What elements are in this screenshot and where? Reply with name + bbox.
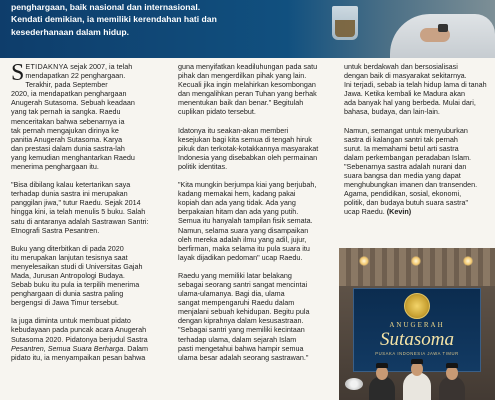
person-head (411, 362, 423, 376)
banner-photo (320, 0, 495, 58)
peci-cap (376, 363, 388, 368)
drop-cap: S (11, 60, 25, 86)
drink-glass-image (332, 6, 358, 40)
award-event-photo (339, 248, 495, 400)
paragraph: "Bisa dibilang kalau ketertarikan saya terhadap dunia sastra ini merupakan panggilan jiwa," tutur Raedu. Sejak 2014 hingga kini, ia telah menulis 5 buku. Salah satu di antaranya adalah Sastrawan Santri: Etnografi Sastra Pesantren. (11, 180, 149, 235)
lead-word: ETIDAKNYA (25, 62, 69, 71)
author-credit: (Kevin) (386, 207, 412, 217)
paragraph: untuk berdakwah dan bersosialisasi dengan baik di masyarakat sekitarnya. Ini terjadi, sebab ia telah hidup lama di tanah Jawa. Ketika kembali ke Madura akan ada banyak hal yang berbeda. Mulai dari, bahasa, budaya, dan lain-lain. (344, 62, 487, 117)
person-head (446, 366, 458, 380)
banner-line: Kendati demikian, ia memiliki kerendahan hati dan (11, 14, 217, 25)
paragraph: Raedu yang memiliki latar belakang sebagai seorang santri sangat mencintai ulama-ulamanya. Bagi dia, ulama sangat mempengaruhi Raedu dalam menjalani sebuah kehidupan. Begitu pula dengan kiprahnya dalam kesusastraan. "Sebagai santri yang memiliki kecintaan terhadap ulama, dalam sejarah Islam pasti mengetahui bahwa hampir semua ulama besar adalah seorang sastrawan." (178, 270, 310, 362)
article-column-1 (11, 62, 171, 371)
lamp-icon (359, 256, 369, 266)
banner-line: kesederhanaan dalam hidup. (11, 26, 129, 37)
paragraph: Idatonya itu seakan-akan memberi kesejukan bagi kita semua di tengah hiruk pikuk dan terkotak-kotakkannya masyarakat Indonesia yang disebabkan oleh permainan politik identitas. (178, 125, 319, 171)
peci-cap (411, 359, 423, 364)
peci-cap (446, 363, 458, 368)
article-column-2 (178, 62, 336, 371)
lamp-icon (463, 256, 473, 266)
backdrop-brand-text: Sutasoma (380, 329, 454, 350)
watch-image (438, 24, 448, 32)
paragraph-intro: S ETIDAKNYA sejak 2007, ia telah mendapatkan 22 penghargaan. Terakhir, pada September 2020, ia mendapatkan penghargaan Anugerah Sutasoma. Sebuah keadaan yang tak pernah ia sangka. Raedu menceritakan bahwa sebenarnya ia tak pernah mengajukan dirinya ke panitia Anugerah Sutasoma. Karya dan prestasi dalam dunia sastra-lah yang kemudian menghantarkan Raedu menerima penghargaan itu. (11, 60, 135, 172)
speech-title: Pesantren, Semua Suara Berharga (11, 343, 124, 353)
lamp-icon (411, 256, 421, 266)
header-banner (0, 0, 495, 58)
article-column-3 (344, 62, 495, 226)
paragraph: Namun, semangat untuk menyuburkan sastra di kalangan santri tak pernah surut. Ia memahami betul arti sastra dalam perkembangan peradaban Islam. "Sebenarnya sastra adalah nurani dan suara bangsa dan media yang dapat menghubungkan imanen dan transenden. Agama, pendidikan, sosial, ekonomi, politik, dan budaya butuh suara sastra" ucap Raedu. (Kevin) (344, 125, 478, 217)
paragraph: Buku yang diterbitkan di pada 2020 itu merupakan lanjutan tesisnya saat menyelesaikan studi di Universitas Gajah Mada, Jurusan Antropologi Budaya. Sebab buku itu pula ia terpilih menerima penghargaan di dunia sastra paling bergengsi di Jawa Timur tersebut. (11, 243, 143, 308)
person-figure (403, 372, 431, 400)
seal-logo-icon (404, 293, 430, 319)
banner-intro-text (11, 1, 331, 38)
paragraph: guna menyifatkan keadiluhungan pada satu pihak dan mengerdilkan pihak yang lain. Kecuali jika ingin melahirkan kesombongan dan mengalihkan peran Tuhan yang berhak menentukan baik dan benar." Begitulah cuplikan pidato tersebut. (178, 62, 318, 117)
paragraph: Ia juga diminta untuk membuat pidato kebudayaan pada puncak acara Anugerah Sutasoma 2020. Pidatonya berjudul Sastra Pesantren, Semua Suara Berharga. Dalam pidato itu, ia menyampaikan pesan bahwa (11, 316, 149, 362)
paragraph: "Kita mungkin berjumpa kiai yang berjubah, kadang memakai hem, kadang pakai kopiah dan ada yang tidak. Ada yang berpakaian hitam dan ada yang putih. Semua itu hanyalah tampilan fisik semata. Namun, selama suara yang disampaikan oleh mereka adalah ilmu yang adil, jujur, berfirman, maka selama itu pula suara itu layak dijadikan pedoman" ucap Raedu. (178, 180, 317, 262)
backdrop-anugerah-text: ANUGERAH (389, 321, 445, 329)
person-head (376, 366, 388, 380)
banner-line: penghargaan, baik nasional dan internasional. (11, 2, 201, 12)
curtain-image (339, 248, 495, 286)
backdrop-tagline: PUSAKA INDONESIA JAWA TIMUR (375, 351, 459, 356)
flower-arrangement-image (345, 378, 363, 390)
